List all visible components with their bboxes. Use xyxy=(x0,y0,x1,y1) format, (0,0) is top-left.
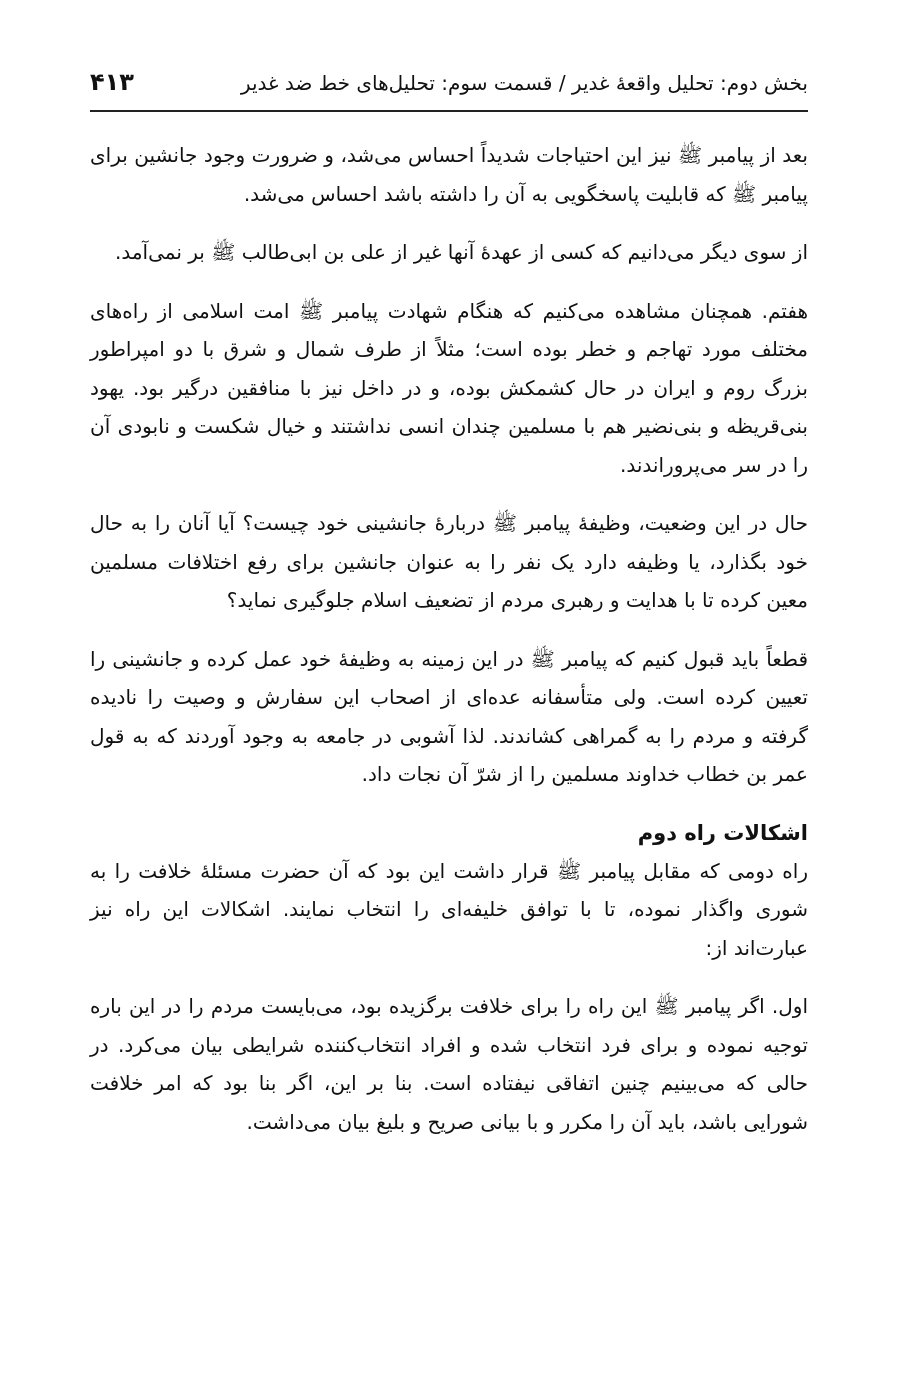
book-page xyxy=(90,60,808,1161)
section-heading: اشکالات راه دوم xyxy=(637,820,808,845)
paragraph: حال در این وضعیت، وظیفۀ پیامبر ﷺ دربارۀ جانشینی خود چیست؟ آیا آنان را به حال خود بگذارد، یا وظیفه دارد یک نفر را به عنوان جانشین برای رفع اختلافات مسلمین معین کرده تا با هدایت و رهبری مردم از تضعیف اسلام جلوگیری نماید؟ xyxy=(90,511,808,612)
page-number: ۴۱۳ xyxy=(90,68,134,96)
paragraph: هفتم. همچنان مشاهده می‌کنیم که هنگام شهادت پیامبر ﷺ امت اسلامی از راه‌های مختلف مورد تهاجم و خطر بوده است؛ مثلاً از طرف شمال و شرق با دو امپراطور بزرگ روم و ایران در حال کشمکش بوده، و در داخل نیز با منافقین درگیر بود. یهود بنی‌قریظه و بنی‌نضیر هم با مسلمین چندان انسی نداشتند و خیال شکست و نابودی آن را در سر می‌پروراندند. xyxy=(90,298,808,477)
paragraph: قطعاً باید قبول کنیم که پیامبر ﷺ در این زمینه به وظیفۀ خود عمل کرده و جانشینی را تعیین کرده است. ولی متأسفانه عده‌ای از اصحاب این سفارش و وصیت را نادیده گرفته و مردم را به گمراهی کشاندند. لذا آشوبی در جامعه به وجود آوردند که به قول عمر بن خطاب خداوند مسلمین را از شرّ آن نجات داد. xyxy=(90,646,808,786)
page-body xyxy=(90,136,808,1141)
running-title: بخش دوم: تحلیل واقعۀ غدیر / قسمت سوم: تحلیل‌های خط ضد غدیر xyxy=(240,71,808,95)
paragraph: راه دومی که مقابل پیامبر ﷺ قرار داشت این بود که آن حضرت مسئلۀ خلافت را به شوری واگذار نموده، تا با توافق خلیفه‌ای را انتخاب نمایند. اشکالات این راه نیز عبارت‌اند از: xyxy=(90,858,808,960)
paragraph: بعد از پیامبر ﷺ نیز این احتیاجات شدیداً احساس می‌شد، و ضرورت وجود جانشین برای پیامبر ﷺ که قابلیت پاسخگویی به آن را داشته باشد احساس می‌شد. xyxy=(90,143,808,206)
paragraph: از سوی دیگر می‌دانیم که کسی از عهدۀ آنها غیر از علی بن ابی‌طالب ﷺ بر نمی‌آمد. xyxy=(114,240,808,264)
paragraph: اول. اگر پیامبر ﷺ این راه را برای خلافت برگزیده بود، می‌بایست مردم را در این باره توجیه نموده و برای فرد انتخاب شده و افراد انتخاب‌کننده شرایطی بیان می‌کرد. در حالی که می‌بینیم چنین اتفاقی نیفتاده است. بنا بر این، اگر بنا بود که امر خلافت شورایی باشد، باید آن را مکرر و با بیانی صریح و بلیغ بیان می‌داشت. xyxy=(90,994,808,1134)
running-header xyxy=(90,60,808,112)
